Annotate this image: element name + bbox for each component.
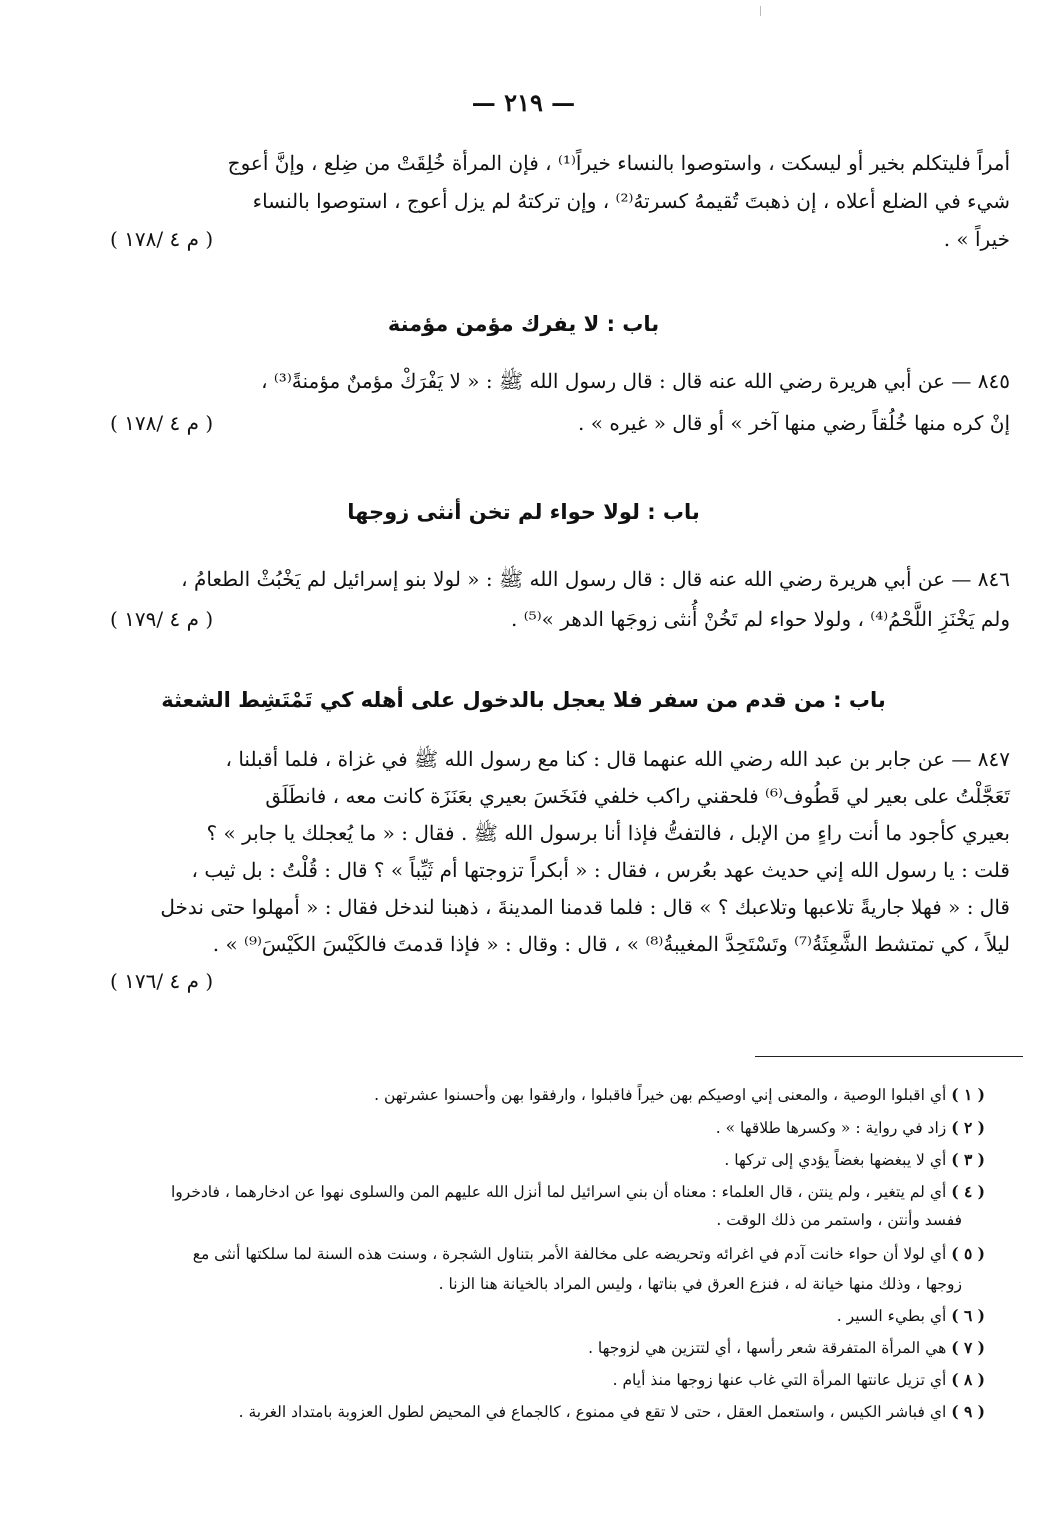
hadith-847-line-5: قال : « فهلا جاريةً تلاعبها وتلاعبك ؟ » قال : فلما قدمنا المدينةَ ، ذهبنا لندخل فقال : « أمهلوا حتى ندخل: [160, 895, 1010, 919]
footnote-1-text: أي اقبلوا الوصية ، والمعنى إني اوصيكم بهن خيراً فاقبلوا ، وارفقوا بهن وأحسنوا عشرتهن .: [374, 1086, 947, 1104]
footnote-1: [95, 1083, 985, 1107]
hadith-846-line-2: ولم يَخْنَزِ اللَّحْمُ⁽⁴⁾ ، ولولا حواء لم تَخُنْ أُنثى زوجَها الدهر »⁽⁵⁾ .: [511, 607, 1010, 631]
footnote-3-number: ( ٣ ): [951, 1150, 985, 1169]
page-number: — ٢١٩ —: [471, 88, 576, 117]
footnote-9-number: ( ٩ ): [951, 1402, 985, 1421]
hadith-847-line-3: بعيري كأجود ما أنت راءٍ من الإبل ، فالتفتُّ فإذا أنا برسول الله ﷺ . فقال : « ما يُعجلك يا جابر » ؟: [206, 821, 1010, 845]
footnote-3: [95, 1148, 985, 1172]
footnote-2-text: زاد في رواية : « وكسرها طلاقها » .: [715, 1119, 947, 1137]
hadith-845-line-2: إنْ كره منها خُلُقاً رضي منها آخر » أو قال « غيره » .: [578, 411, 1010, 435]
intro-line-3: خيراً » .: [943, 227, 1010, 251]
hadith-846-reference: ( م ٤ /١٧٩ ): [110, 607, 214, 631]
footnote-5: [95, 1242, 985, 1266]
footnote-7: [95, 1336, 985, 1360]
scan-mark: [760, 6, 761, 16]
section-heading-847: باب : من قدم من سفر فلا يعجل بالدخول على أهله كي تَمْتَشِط الشعثة: [161, 688, 886, 712]
hadith-847-line-6: ليلاً ، كي تمتشط الشَّعِثَةُ⁽⁷⁾ وتَسْتَحِدَّ المغيبةُ⁽⁸⁾ » ، قال : وقال : « فإذا قدمتَ فالكَيْسَ الكَيْسَ⁽⁹⁾ » .: [212, 932, 1010, 956]
footnote-4-number: ( ٤ ): [951, 1182, 985, 1201]
section-heading-845: باب : لا يفرك مؤمن مؤمنة: [387, 312, 660, 336]
footnote-5-continuation: زوجها ، وذلك منها خيانة له ، فنزع العرق في بناتها ، وليس المراد بالخيانة هنا الزنا .: [438, 1275, 962, 1293]
hadith-845-reference: ( م ٤ /١٧٨ ): [110, 411, 214, 435]
footnote-4: [95, 1180, 985, 1204]
footnote-8-number: ( ٨ ): [951, 1370, 985, 1389]
footnote-4-continuation: ففسد وأنتن ، واستمر من ذلك الوقت .: [716, 1211, 962, 1229]
footnote-9: [95, 1400, 985, 1424]
intro-line-1: أمراً فليتكلم بخير أو ليسكت ، واستوصوا بالنساء خيراً⁽¹⁾ ، فإن المرأة خُلِقَتْ من ضِلع ، وإنَّ أعوج: [227, 151, 1010, 175]
footnote-5-text: أي لولا أن حواء خانت آدم في اغرائه وتحريضه على مخالفة الأمر بتناول الشجرة ، وسنت هذه السنة لما سلكتها أنثى مع: [192, 1245, 947, 1263]
footnote-1-number: ( ١ ): [951, 1085, 985, 1104]
footnote-5-number: ( ٥ ): [951, 1244, 985, 1263]
footnote-4-text: أي لم يتغير ، ولم ينتن ، قال العلماء : معناه أن بني اسرائيل لما أنزل الله عليهم المن والسلوى نهوا عن ادخارهما ، فادخروا: [170, 1183, 947, 1201]
intro-reference: ( م ٤ /١٧٨ ): [110, 227, 214, 251]
hadith-845-line-1: ٨٤٥ — عن أبي هريرة رضي الله عنه قال : قال رسول الله ﷺ : « لا يَفْرَكْ مؤمنٌ مؤمنةً⁽³⁾ ،: [261, 369, 1010, 393]
footnote-8-text: أي تزيل عانتها المرأة التي غاب عنها زوجها منذ أيام .: [612, 1371, 947, 1389]
hadith-847-line-2: تَعَجَّلْتُ على بعير لي قَطُوف⁽⁶⁾ فلحقني راكب خلفي فنَخَسَ بعيري بعَنَزَة كانت معه ، فانطَلَق: [265, 784, 1010, 808]
section-heading-846: باب : لولا حواء لم تخن أنثى زوجها: [347, 500, 700, 524]
footnote-6-text: أي بطيء السير .: [836, 1307, 947, 1325]
hadith-846-line-1: ٨٤٦ — عن أبي هريرة رضي الله عنه قال : قال رسول الله ﷺ : « لولا بنو إسرائيل لم يَخْبُثْ الطعامُ ،: [181, 567, 1010, 591]
footnote-9-text: اي فباشر الكيس ، واستعمل العقل ، حتى لا تقع في ممنوع ، كالجماع في المحيض لطول العزوبة بامتداد الغربة .: [238, 1403, 947, 1421]
footnote-7-text: هي المرأة المتفرقة شعر رأسها ، أي لتتزين هي لزوجها .: [588, 1339, 947, 1357]
footnote-3-text: أي لا يبغضها بغضاً يؤدي إلى تركها .: [724, 1151, 947, 1169]
footnote-6: [95, 1304, 985, 1328]
footnote-7-number: ( ٧ ): [951, 1338, 985, 1357]
footnote-2: [95, 1116, 985, 1140]
footnote-6-number: ( ٦ ): [951, 1306, 985, 1325]
hadith-847-line-1: ٨٤٧ — عن جابر بن عبد الله رضي الله عنهما قال : كنا مع رسول الله ﷺ في غزاة ، فلما أقبلنا ،: [225, 747, 1010, 771]
footnote-2-number: ( ٢ ): [951, 1118, 985, 1137]
hadith-847-reference: ( م ٤ /١٧٦ ): [110, 969, 214, 993]
hadith-847-line-4: قلت : يا رسول الله إني حديث عهد بعُرس ، فقال : « أبكراً تزوجتها أم ثَيِّباً » ؟ قال : قُلْتُ : بل ثيب ،: [191, 858, 1010, 882]
footnote-divider: [755, 1056, 1023, 1057]
footnote-8: [95, 1368, 985, 1392]
intro-line-2: شيء في الضلع أعلاه ، إن ذهبتَ تُقيمهُ كسرتهُ⁽²⁾ ، وإن تركتهُ لم يزل أعوج ، استوصوا بالنساء: [252, 189, 1010, 213]
